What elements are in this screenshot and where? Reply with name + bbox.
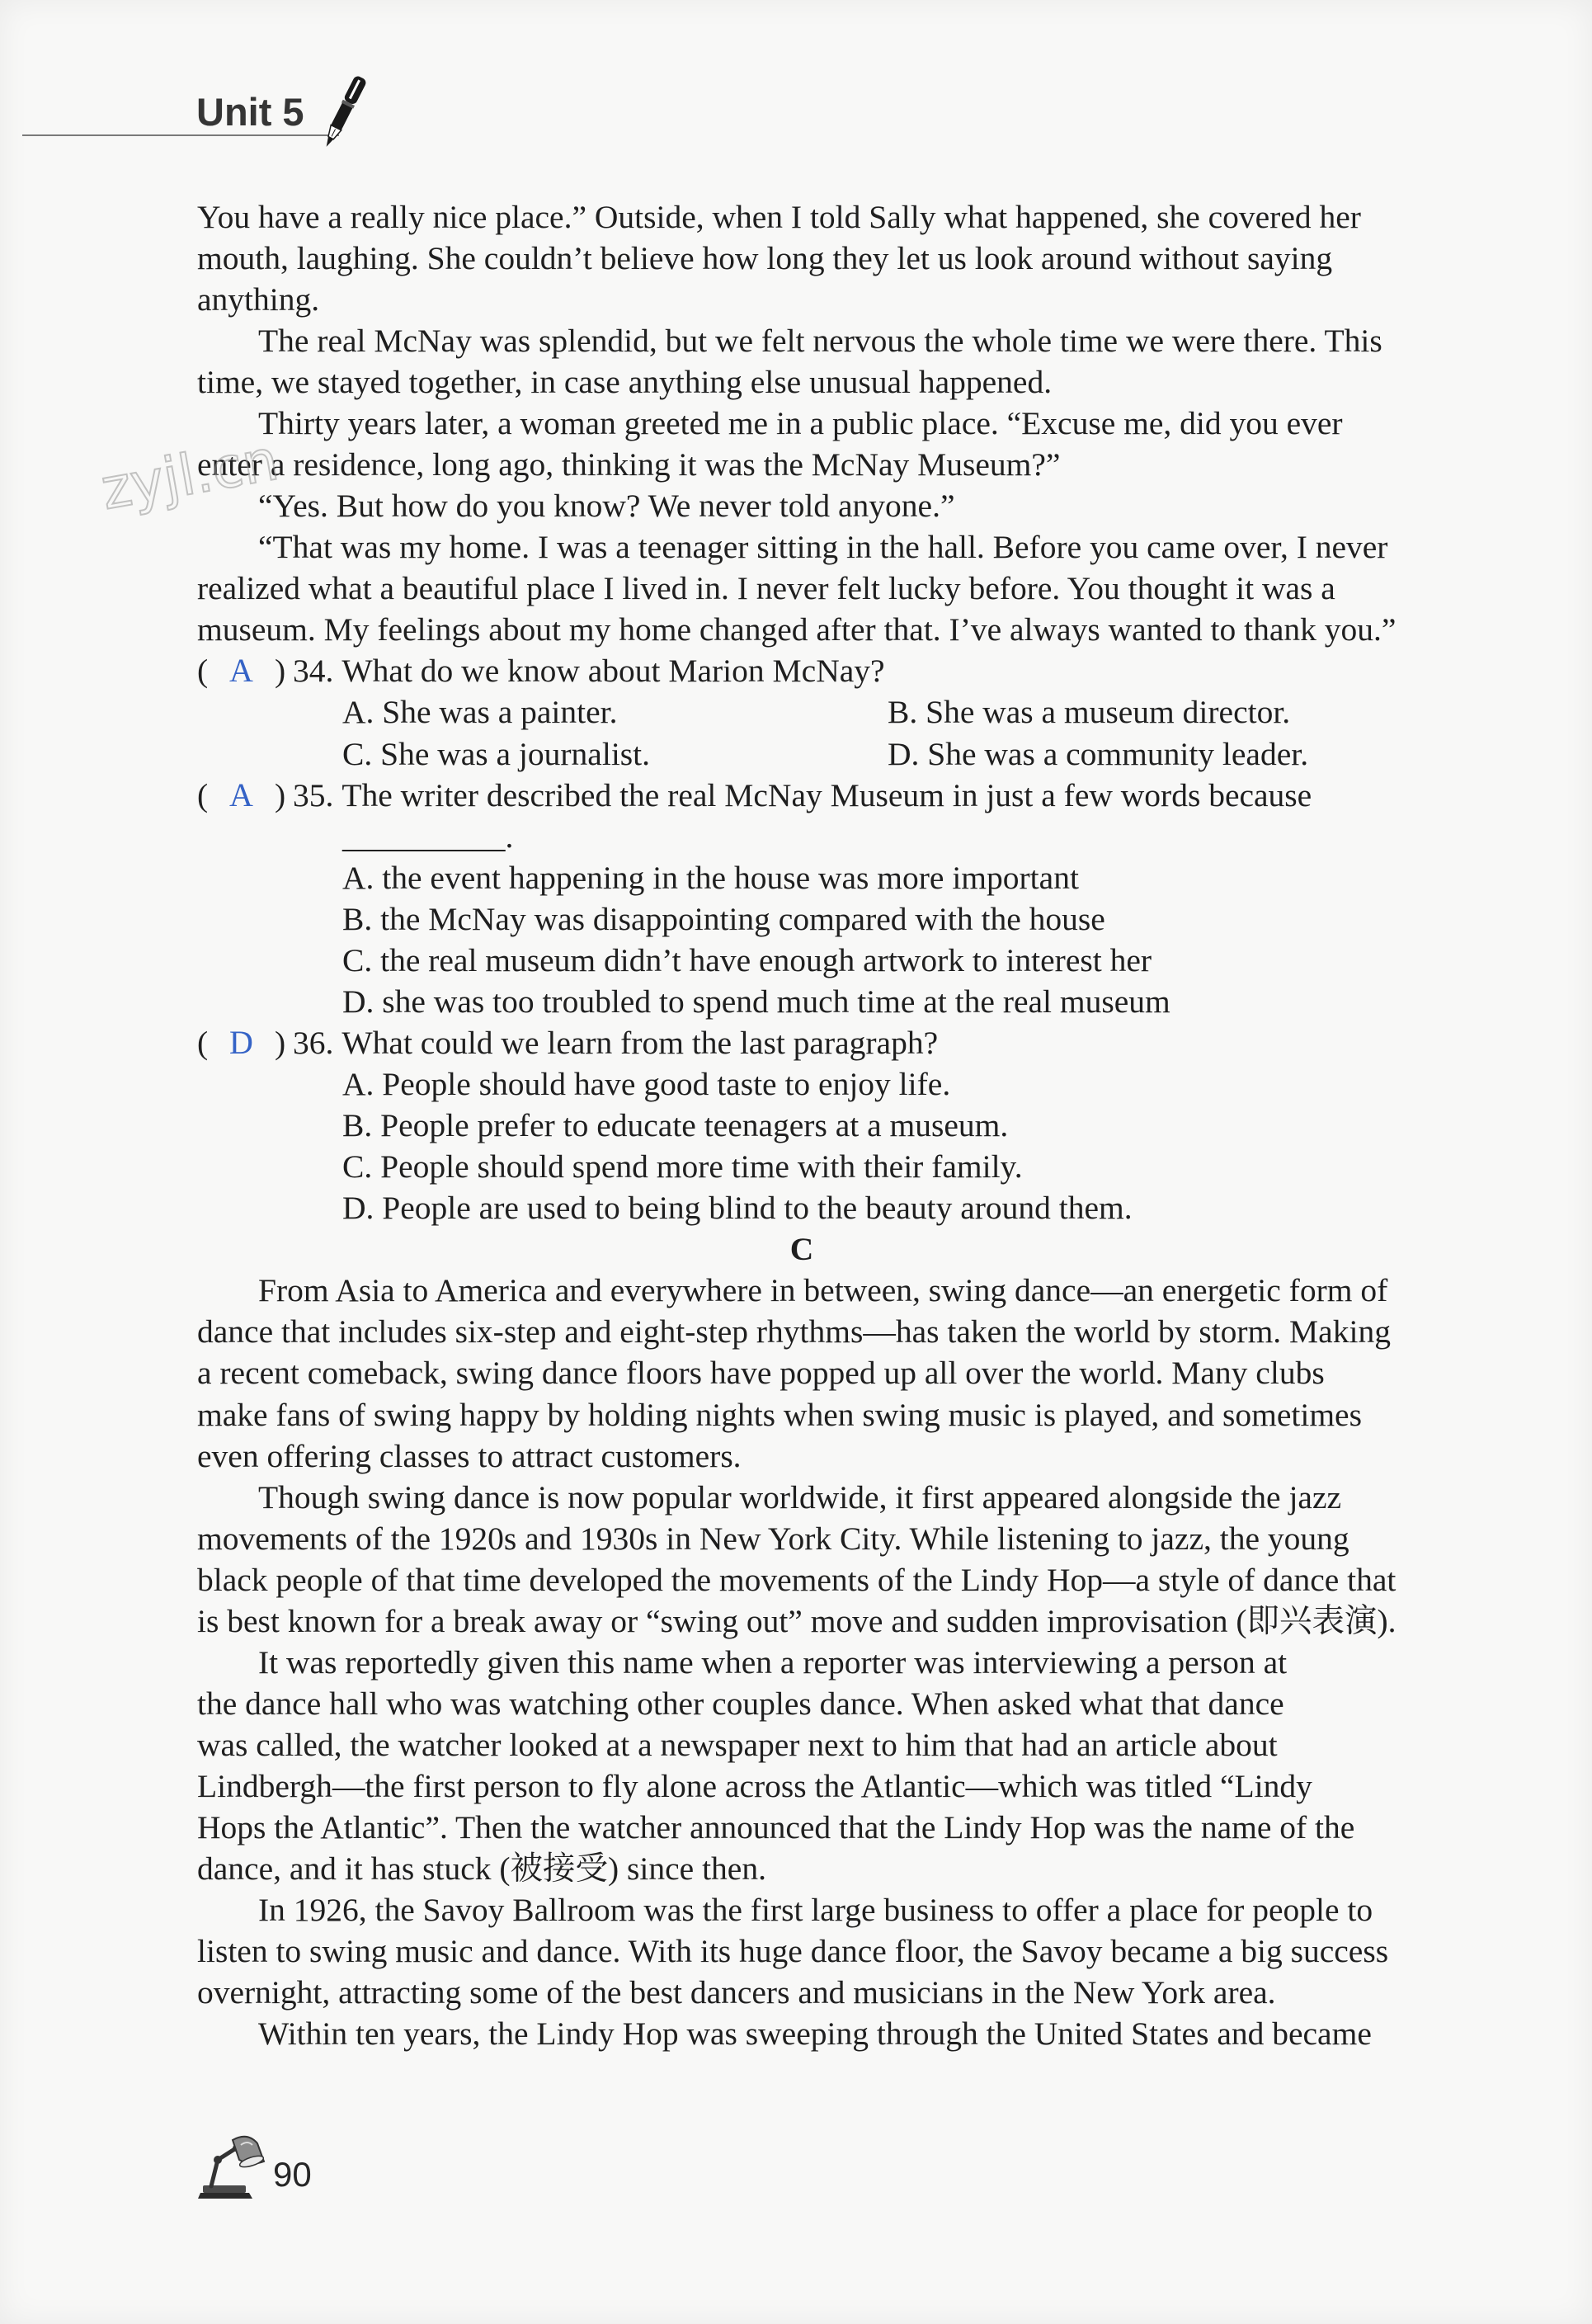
passage-line: movements of the 1920s and 1930s in New York City. While listening to jazz, the young — [197, 1520, 1349, 1557]
passage-line: Though swing dance is now popular worldwide, it first appeared alongside the jazz — [258, 1478, 1342, 1516]
question-stem-line — [197, 650, 1406, 691]
answer-bracket-close: ) — [275, 776, 286, 813]
answer-36: D — [229, 1023, 253, 1061]
answer-bracket-open: ( — [197, 1024, 209, 1061]
passage-line: dance that includes six-step and eight-step rhythms—has taken the world by storm. Making — [197, 1313, 1391, 1351]
watermark: zyjl.cn — [96, 427, 284, 523]
passage-line: museum. My feelings about my home changed after that. I’ve always wanted to thank you.” — [197, 611, 1397, 648]
option-b: B. People prefer to educate teenagers at a museum. — [342, 1107, 1009, 1144]
passage-line: the dance hall who was watching other couples dance. When asked what that dance — [197, 1685, 1284, 1722]
option-a: A. She was a painter. — [342, 694, 618, 731]
question-stem: The writer described the real McNay Museum in just a few words because — [341, 776, 1312, 813]
passage-line: From Asia to America and everywhere in between, swing dance—an energetic form of — [258, 1272, 1388, 1309]
paragraph — [197, 2013, 1406, 2054]
question-stem: What do we know about Marion McNay? — [341, 653, 885, 690]
answer-blank: __________. — [342, 818, 514, 855]
answer-34: A — [229, 652, 253, 690]
paragraph — [197, 403, 1406, 485]
text-column — [197, 196, 1406, 2055]
passage-line: anything. — [197, 280, 320, 318]
option-b: B. She was a museum director. — [888, 694, 1291, 731]
unit-title: Unit 5 — [196, 90, 304, 134]
question-stem-line — [197, 1022, 1406, 1063]
passage-line: enter a residence, long ago, thinking it was the McNay Museum?” — [197, 446, 1061, 483]
passage-line: “Yes. But how do you know? We never told anyone.” — [258, 488, 955, 525]
option-c: C. the real museum didn’t have enough artwork to interest her — [342, 941, 1152, 978]
answer-bracket-close: ) — [275, 1024, 286, 1061]
pen-icon — [317, 71, 371, 153]
option-c: C. She was a journalist. — [342, 735, 651, 772]
option-d: D. She was a community leader. — [888, 735, 1309, 772]
question-36 — [197, 1022, 1406, 1228]
question-34 — [197, 650, 1406, 774]
option-d: D. she was too troubled to spend much time at the real museum — [342, 983, 1170, 1020]
paragraph — [197, 1477, 1406, 1642]
question-stem: What could we learn from the last paragraph? — [341, 1024, 939, 1061]
paragraph — [197, 320, 1406, 403]
option-c: C. People should spend more time with their family. — [342, 1148, 1023, 1186]
answer-bracket-close: ) — [275, 653, 286, 690]
answer-bracket-open: ( — [197, 776, 209, 813]
paragraph — [197, 1270, 1406, 1476]
passage-line: a recent comeback, swing dance floors have popped up all over the world. Many clubs — [197, 1355, 1325, 1392]
passage-line: is best known for a break away or “swing out” move and sudden improvisation (即兴表演). — [197, 1602, 1397, 1639]
passage-line: listen to swing music and dance. With its huge dance floor, the Savoy became a big success — [197, 1933, 1389, 1970]
passage-line: The real McNay was splendid, but we felt nervous the whole time we were there. This — [258, 322, 1382, 359]
passage-line: Thirty years later, a woman greeted me in a public place. “Excuse me, did you ever — [258, 405, 1343, 441]
option-d: D. People are used to being blind to the beauty around them. — [342, 1190, 1133, 1227]
answer-35: A — [229, 775, 253, 813]
passage-line: even offering classes to attract customers. — [197, 1437, 742, 1474]
paragraph — [197, 485, 1406, 526]
paragraph — [197, 1889, 1406, 2013]
question-stem-line — [197, 775, 1406, 816]
passage-line: black people of that time developed the movements of the Lindy Hop—a style of dance that — [197, 1561, 1397, 1598]
option-a: A. the event happening in the house was more important — [342, 859, 1079, 896]
answer-bracket-open: ( — [197, 653, 209, 690]
question-35 — [197, 775, 1406, 1022]
option-row — [197, 733, 1406, 775]
passage-line: time, we stayed together, in case anything else unusual happened. — [197, 363, 1053, 400]
option-b: B. the McNay was disappointing compared with the house — [342, 900, 1105, 937]
passage-line: Hops the Atlantic”. Then the watcher announced that the Lindy Hop was the name of the — [197, 1809, 1355, 1846]
question-number: 34. — [293, 653, 334, 690]
paragraph — [197, 1642, 1406, 1889]
passage-line: Lindbergh—the first person to fly alone across the Atlantic—which was titled “Lindy — [197, 1768, 1312, 1805]
paragraph — [197, 196, 1406, 320]
page-number: 90 — [273, 2155, 312, 2194]
passage-line: You have a really nice place.” Outside, when I told Sally what happened, she covered her — [197, 198, 1361, 235]
passage-line: Within ten years, the Lindy Hop was sweeping through the United States and became — [258, 2015, 1372, 2053]
question-number: 36. — [293, 1024, 334, 1061]
passage-line: overnight, attracting some of the best dancers and musicians in the New York area. — [197, 1974, 1276, 2011]
passage-line: realized what a beautiful place I lived in. I never felt lucky before. You thought it was a — [197, 570, 1335, 607]
passage-line: dance, and it has stuck (被接受) since then. — [197, 1850, 766, 1888]
lamp-icon — [198, 2132, 271, 2199]
paragraph — [197, 526, 1406, 650]
option-a: A. People should have good taste to enjoy life. — [342, 1066, 951, 1102]
passage-line: mouth, laughing. She couldn’t believe how long they let us look around without saying — [197, 239, 1333, 276]
header-rule — [22, 134, 339, 136]
question-number: 35. — [293, 776, 334, 813]
passage-line: make fans of swing happy by holding nights when swing music is played, and sometimes — [197, 1396, 1362, 1433]
section-heading: C — [789, 1231, 814, 1268]
option-row — [197, 691, 1406, 733]
passage-line: It was reportedly given this name when a reporter was interviewing a person at — [258, 1643, 1288, 1681]
passage-line: was called, the watcher looked at a newspaper next to him that had an article about — [197, 1727, 1278, 1763]
passage-line: In 1926, the Savoy Ballroom was the first large business to offer a place for people to — [258, 1892, 1373, 1929]
passage-line: “That was my home. I was a teenager sitting in the hall. Before you came over, I never — [258, 529, 1388, 566]
